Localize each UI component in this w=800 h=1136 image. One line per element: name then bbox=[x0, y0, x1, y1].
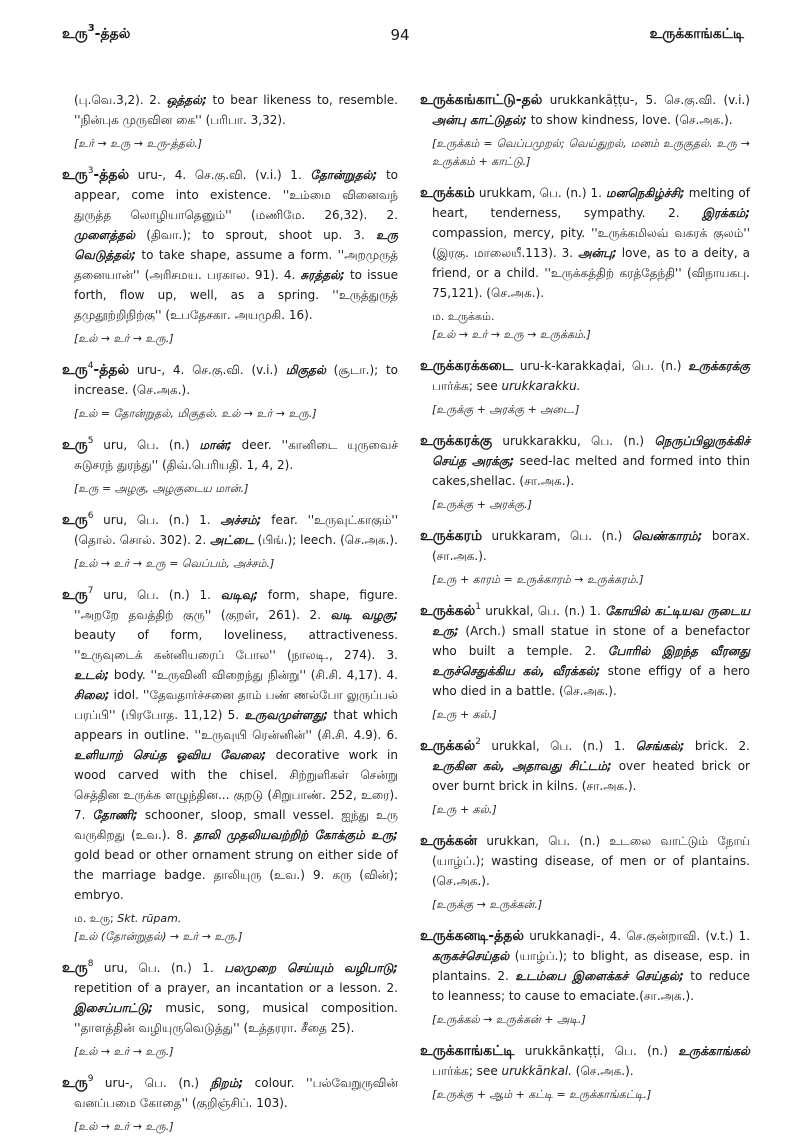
etymology: [உரு + காரம் = உருக்காரம் → உருக்கரம்.] bbox=[432, 573, 644, 586]
etymology: [உரு + கல்.] bbox=[432, 803, 497, 816]
etymology: [உல் (தோன்றுதல்) → உர் → உரு.] bbox=[74, 930, 243, 943]
page-header bbox=[0, 0, 800, 60]
entry-urukkarakkadai: உருக்கரக்கடை uru-k-karakkaḍai, பெ. (n.) உருக்கரக்கு பார்க்க; see urukkarakku. bbox=[420, 358, 750, 393]
etymology: [உரு + கல்.] bbox=[432, 708, 497, 721]
etymology: [உல் → உர் → உரு.] bbox=[74, 1045, 174, 1058]
entry-uru-3: உரு$^3$-த்தல் uru-, 4. செ.கு.வி. (v.i.) 1. தோன்றுதல்; to appear, come into existence. ''உம்மை வினைவந் துருத்த லொழியாதெனும்'' (மணிமே. 26,32). 2. முளைத்தல் (திவா.); to sprout, shoot up. 3. உரு வெடுத்தல்; to take shape, assume a form. ''அறமுருத் தனையான்'' (அரிசமய. பரகால. 91). 4. சுரத்தல்; to issue forth, flow up, well, as a spring. ''உருத்துருத் தமுதூற்றிநிற்கு'' (உபதேசகா. அயமுகி. 16). bbox=[62, 166, 398, 322]
right-column bbox=[420, 90, 750, 1101]
etymology: [உருக்கு → உருக்கன்.] bbox=[432, 898, 543, 911]
page-number: 94 bbox=[390, 26, 410, 44]
entry-uru-8: உரு$^8$ uru, பெ. (n.) 1. பலமுறை செய்யும் வழிபாடு; repetition of a prayer, an incantation or a lesson. 2. இசைப்பாட்டு; music, song, musical composition. ''தாளத்தின் வழியுருவெடுத்து'' (உத்தரரா. சீதை 25). bbox=[62, 959, 398, 1035]
entry-urukkanadi: உருக்கனடி-த்தல் urukkanaḍi-, 4. செ.குன்றாவி. (v.t.) 1. கருகச்செய்தல் (யாழ்ப்.); to blight, as disease, esp. in plantains. 2. உடம்பை இளைக்கச் செய்தல்; to reduce to leanness; to cause to emaciate.(சா.அக.). bbox=[420, 928, 750, 1003]
entry-urukkal-2: உருக்கல்$^2$ urukkal, பெ. (n.) 1. செங்கல்; brick. 2. உருகின கல், அதாவது சிட்டம்; over heated brick or over burnt brick in kilns. (சா.அக.). bbox=[420, 737, 750, 793]
etymology: [உல் → உர் → உரு.] bbox=[74, 332, 174, 345]
etymology: [உருக்கல் → உருக்கன் + அடி.] bbox=[432, 1013, 586, 1026]
etymology: [உருக்கு + ஆம் + கட்டி = உருக்காங்கட்டி.] bbox=[432, 1088, 652, 1101]
etymology: [உல் = தோன்றுதல், மிகுதல். உல் → உர் → உரு.] bbox=[74, 407, 317, 420]
entry-urukkam: உருக்கம் urukkam, பெ. (n.) 1. மனநெகிழ்ச்சி; melting of heart, tenderness, sympathy. 2. இரக்கம்; compassion, mercy, pity. ''உருக்கமிலவ் வகரக் குலம்'' (இரகு. மாலையீ.113). 3. அன்பு; love, as to a deity, a friend, or a child. ''உருக்கத்திற் கரத்தேந்தி'' (விநாயகபு. 75,121). (செ.அக.). bbox=[420, 185, 750, 300]
header-right-guideword: உருக்காங்கட்டி bbox=[649, 26, 744, 42]
entry-urukkan: உருக்கன் urukkan, பெ. (n.) உடலை வாட்டும் நோய் (யாழ்ப்.); wasting disease, of men or of plantains. (செ.அக.). bbox=[420, 833, 750, 888]
etymology: [உல் → உர் → உரு → உருக்கம்.] bbox=[432, 328, 591, 341]
etymology: [உருக்கு + அரக்கு + அடை.] bbox=[432, 403, 580, 416]
etymology: [உர் → உரு → உரு-த்தல்.] bbox=[74, 137, 203, 150]
etymology: [உல் → உர் → உரு = வெப்பம், அச்சம்.] bbox=[74, 557, 275, 570]
entry-urukkarakku: உருக்கரக்கு urukkarakku, பெ. (n.) நெருப்பிலுருக்கிச் செய்த அரக்கு; seed-lac melted and formed into thin cakes,shellac. (சா.அக.). bbox=[420, 433, 750, 488]
header-left-guideword: உரு$^3$-த்தல் bbox=[62, 23, 131, 42]
cognate-note: ம. உரு; Skt. rūpam. bbox=[74, 912, 182, 925]
left-column bbox=[62, 90, 399, 1133]
etymology: [உருக்கு + அரக்கு.] bbox=[432, 498, 532, 511]
continued-entry: (பு.வெ.3,2). 2. ஒத்தல்; to bear likeness to, resemble. ''நின்புக முருவின கை'' (பரிபா. 3,32). bbox=[74, 93, 399, 127]
entry-uru-4: உரு$^4$-த்தல் uru-, 4. செ.கு.வி. (v.i.) மிகுதல் (சூடா.); to increase. (செ.அக.). bbox=[62, 361, 399, 397]
etymology: [உரு = அழகு, அழகுடைய மான்.] bbox=[74, 482, 249, 495]
cognate-note: ம. உருக்கம். bbox=[432, 310, 495, 323]
entry-uru-5: உரு$^5$ uru, பெ. (n.) மான்; deer. ''கானிடை யுருவைச் சுடுசரந் துரந்து'' (திவ்.பெரியதி. 1, 4, 2). bbox=[62, 436, 399, 472]
entry-urukkal-1: உருக்கல்$^1$ urukkal, பெ. (n.) 1. கோயில் கட்டியவ ருடைய உரு; (Arch.) small statue in stone of a benefactor who built a temple. 2. போரில் இறந்த வீரனது உருச்செதுக்கிய கல், வீரக்கல்; stone effigy of a hero who died in a battle. (செ.அக.). bbox=[420, 602, 750, 698]
entry-uru-9: உரு$^9$ uru-, பெ. (n.) நிறம்; colour. ''பல்வேறுருவின் வனப்பமை கோதை'' (குறிஞ்சிப். 103). bbox=[62, 1074, 398, 1110]
entry-urukkaram: உருக்கரம் urukkaram, பெ. (n.) வெண்காரம்; borax. (சா.அக.). bbox=[420, 528, 750, 563]
entry-urukkankattu: உருக்கங்காட்டு-தல் urukkankāṭṭu-, 5. செ.கு.வி. (v.i.) அன்பு காட்டுதல்; to show kindness, love. (செ.அக.). bbox=[420, 92, 750, 127]
entry-urukkankatti: உருக்காங்கட்டி urukkānkaṭṭi, பெ. (n.) உருக்காங்கல் பார்க்க; see urukkānkal. (செ.அக.). bbox=[420, 1043, 750, 1078]
etymology: [உல் → உர் → உரு.] bbox=[74, 1120, 174, 1133]
etymology: [உருக்கம் = வெப்பமுறல்; வெய்துறல், மனம் உருகுதல். உரு → உருக்கம் + காட்டு.] bbox=[432, 137, 750, 168]
entry-uru-6: உரு$^6$ uru, பெ. (n.) 1. அச்சம்; fear. ''உருவுட்காகும்'' (தொல். சொல். 302). 2. அட்டை (பிங்.); leech. (செ.அக.). bbox=[62, 511, 398, 547]
entry-uru-7: உரு$^7$ uru, பெ. (n.) 1. வடிவு; form, shape, figure. ''அறறே தவத்திற் குரு'' (குறள், 261). 2. வடி வழகு; beauty of form, loveliness, attractiveness. ''உருவுடைக் கன்னியரைப் போல'' (நாலடி., 274). 3. உடல்; body. ''உருவினி விறைந்து நின்று'' (சி.சி. 4,17). 4. சிலை; idol. ''தேவதார்ச்சனை தாம் பண் ணல்போ லுருப்பல் பரப்பி'' (பிரபோத. 11,12) 5. உருவமுள்ளது; that which appears in outline. ''உருவுயி ரென்னின்'' (சி.சி. 4.9). 6. உளியாற் செய்த ஓவிய வேலை; decorative work in wood carved with the chisel. சிற்றுளிகள் சென்று செத்தின உருக்க ளழுந்தின... குறடு (சிறுபாண். 252, உரை). 7. தோணி; schooner, sloop, small vessel. ஐந்து உரு வருகிறது (உவ.). 8. தாலி முதலியவற்றிற் கோக்கும் உரு; gold bead or other ornament strung on either side of the marriage badge. தாலியுரு (உவ.) 9. கரு (வின்); embryo. bbox=[62, 586, 399, 902]
